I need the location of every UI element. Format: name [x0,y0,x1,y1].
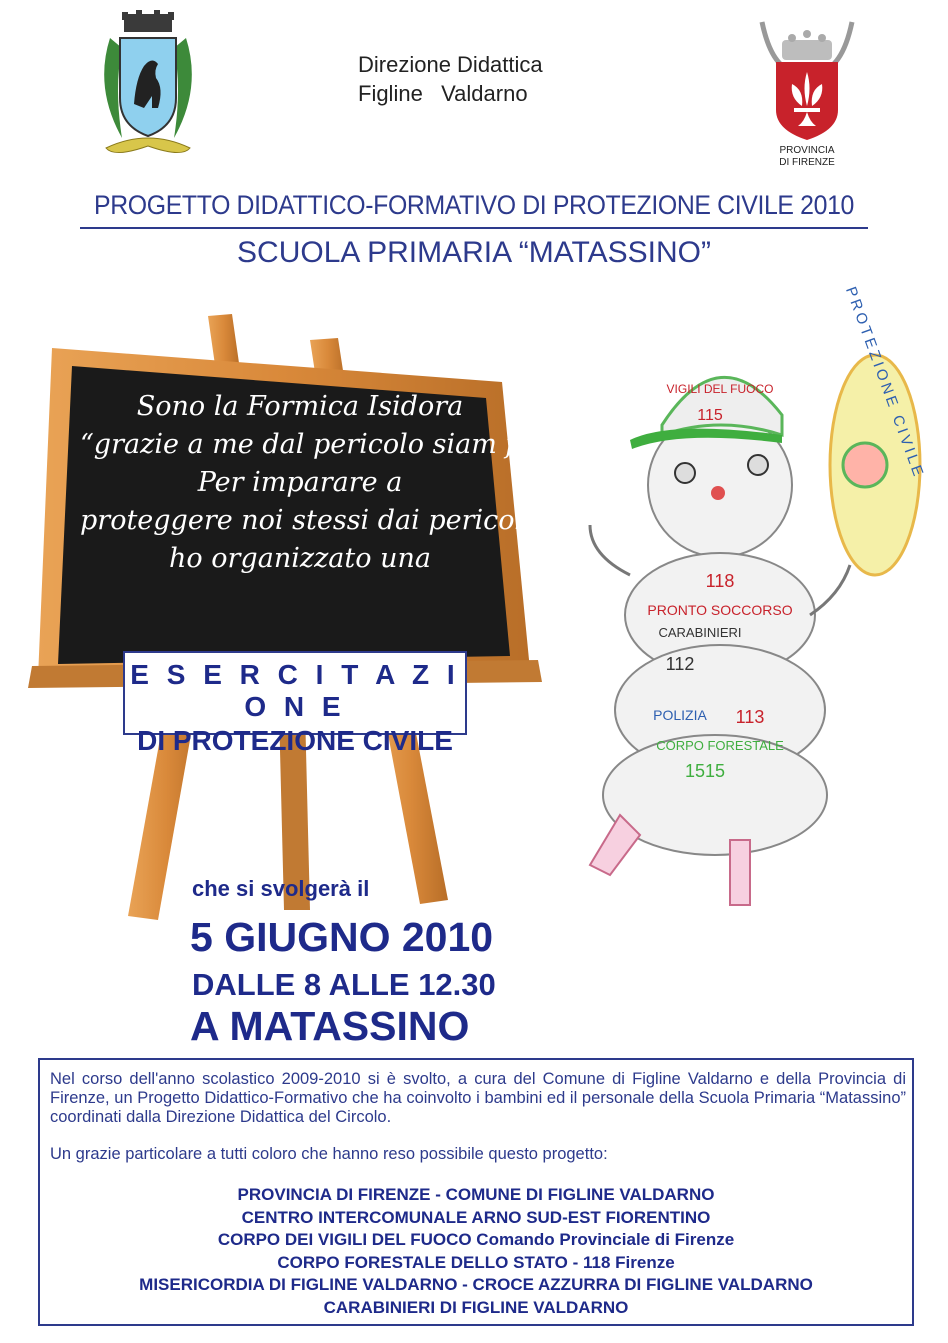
project-title: PROGETTO DIDATTICO-FORMATIVO DI PROTEZIONE CIVILE 2010 [94,190,854,220]
cap-text: VIGILI DEL FUOCO [666,382,774,396]
blackboard-line: Sono la Formica Isidora [136,391,464,422]
drawing-label-polizia: POLIZIA [653,707,707,723]
drawing-label-112: 112 [665,654,695,674]
credit-line: CORPO DEI VIGILI DEL FUOCO Comando Provinciale di Firenze [217,1230,735,1249]
credit-line: CARABINIERI DI FIGLINE VALDARNO [323,1297,629,1317]
school-title: SCUOLA PRIMARIA “MATASSINO” [237,236,711,269]
drawing-label-1515: 1515 [684,761,726,781]
blackboard-text [80,388,584,578]
esercitazione-label [123,651,467,756]
credit-line: MISERICORDIA DI FIGLINE VALDARNO - CROCE AZZURRA DI FIGLINE VALDARNO [139,1275,813,1294]
title-divider [80,227,868,229]
figline-crest-logo [92,8,204,163]
blackboard-line: Per imparare a [197,467,403,498]
drawing-label-corpo-forestale: CORPO FORESTALE [656,738,784,753]
blackboard-line: “grazie a me dal pericolo siam fora”. [80,429,584,460]
event-date: 5 GIUGNO 2010 [190,914,494,960]
credit-line: CENTRO INTERCOMUNALE ARNO SUD-EST FIORENTINO [241,1207,711,1227]
drawing-label-113: 113 [735,707,765,727]
esercitazione-line-1: E S E R C I T A Z I O N E [130,659,460,722]
drawing-label-pronto-soccorso: PRONTO SOCCORSO [647,602,793,618]
direzione-line-2: Figline Valdarno [358,81,528,106]
blackboard-line: proteggere noi stessi dai pericoli, [80,505,541,536]
esercitazione-line-2: DI PROTEZIONE CIVILE [137,725,453,756]
provincia-logo-text-1: PROVINCIA [779,145,835,156]
drawing-label-carabinieri: CARABINIERI [658,625,742,640]
thanks-line: Un grazie particolare a tutti coloro che hanno reso possibile questo progetto: [50,1145,608,1163]
credit-line: CORPO FORESTALE DELLO STATO - 118 Firenze [277,1252,675,1272]
credits-list [40,1184,912,1319]
event-place: A MATASSINO [190,1003,470,1049]
direzione-didattica [358,50,543,108]
snowman-drawing [570,284,930,925]
provincia-logo-text-2: DI FIRENZE [779,157,835,168]
drawing-label-118: 118 [705,571,735,591]
event-intro: che si svolgerà il [192,876,370,901]
info-paragraph: Nel corso dell'anno scolastico 2009-2010 si è svolto, a cura del Comune di Figline Valdarno e della Provincia di Firenze, un Progetto Didattico-Formativo che ha coinvolto i bambini ed il personale della Scuola Primaria “Matassino” coordinati dalla Direzione Didattica del Circolo. [50,1070,906,1126]
blackboard-line: ho organizzato una [169,543,431,574]
cap-number: 115 [697,407,723,424]
sign-text: PROTEZIONE CIVILE [842,284,927,479]
event-time: DALLE 8 ALLE 12.30 [192,967,496,1002]
direzione-line-1: Direzione Didattica [358,52,543,77]
provincia-firenze-logo [752,10,862,175]
credit-line: PROVINCIA DI FIRENZE - COMUNE DI FIGLINE VALDARNO [237,1185,715,1204]
